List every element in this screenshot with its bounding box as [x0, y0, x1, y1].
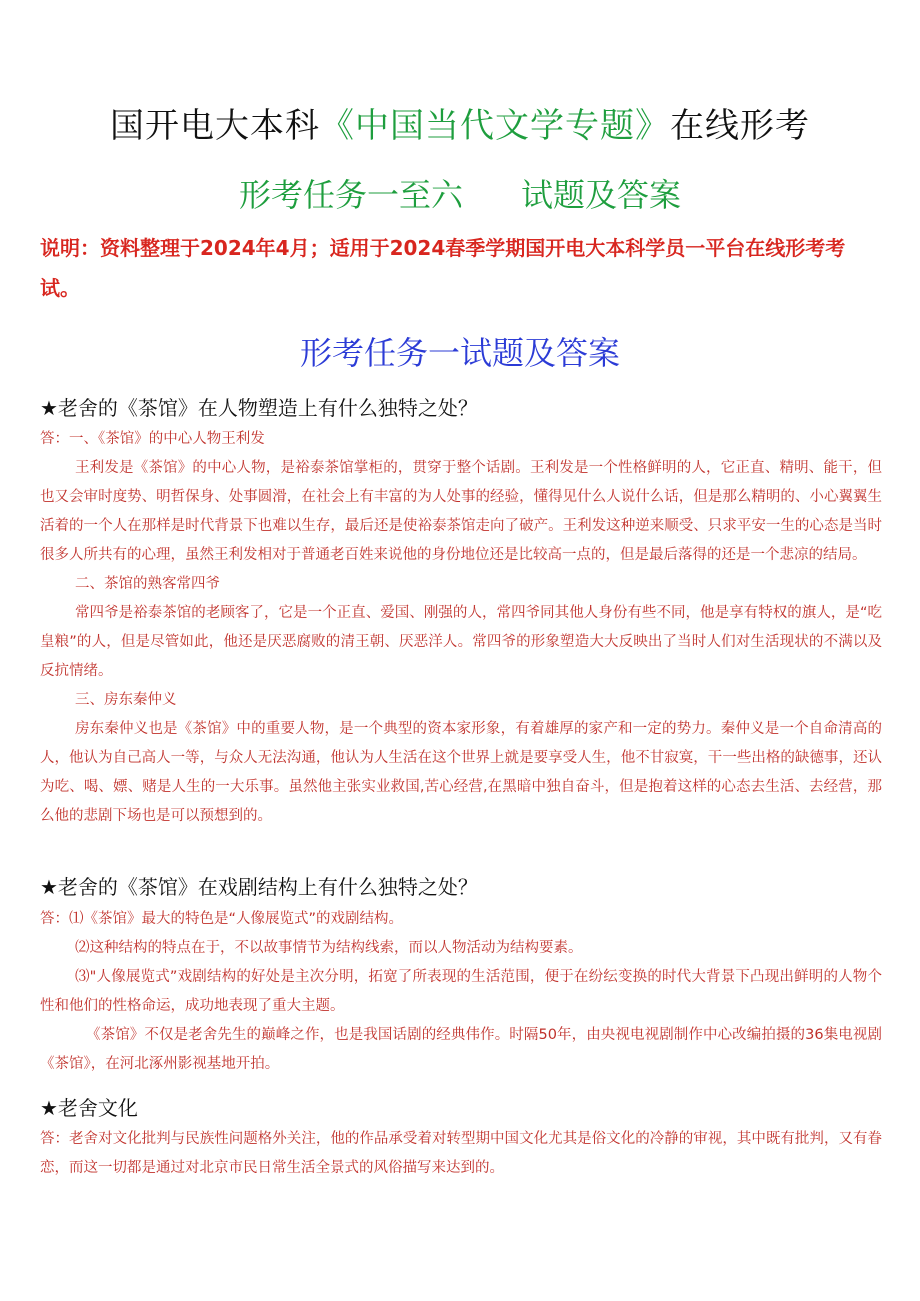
answer-3	[40, 1125, 882, 1183]
answer-2-line-4: 《茶馆》不仅是老舍先生的巅峰之作，也是我国话剧的经典伟作。时隔50年，由央视电视剧制作中心改编拍摄的36集电视剧《茶馆》，在河北涿州影视基地开拍。	[40, 1027, 882, 1072]
title-suffix: 在线形考	[670, 106, 810, 146]
title-course-name: 《中国当代文学专题》	[320, 106, 670, 146]
answer-1-paragraph: 王利发是《茶馆》的中心人物，是裕泰茶馆掌柜的，贯穿于整个话剧。王利发是一个性格鲜明的人，它正直、精明、能干，但也又会审时度势、明哲保身、处事圆滑，在社会上有丰富的为人处事的经验，懂得见什么人说什么话，但是那么精明的、小心翼翼生活着的一个人在那样是时代背景下也难以生存，最后还是使裕泰茶馆走向了破产。王利发这种逆来顺受、只求平安一生的心态是当时很多人所共有的心理，虽然王利发相对于普通老百姓来说他的身份地位还是比较高一点的，但是最后落得的还是一个悲凉的结局。	[40, 460, 882, 563]
answer-1	[40, 425, 882, 831]
subtitle-left: 形考任务一至六	[238, 176, 463, 214]
answer-1-paragraph-3: 房东秦仲义也是《茶馆》中的重要人物，是一个典型的资本家形象，有着雄厚的家产和一定的势力。秦仲义是一个自命清高的人，他认为自己高人一等，与众人无法沟通，他认为人生活在这个世界上就是要享受人生，他不甘寂寞，干一些出格的缺德事，还认为吃、喝、嫖、赌是人生的一大乐事。虽然他主张实业救国,苦心经营,在黑暗中独自奋斗，但是抱着这样的心态去生活、去经营，那么他的悲剧下场也是可以预想到的。	[40, 721, 882, 824]
question-3: ★老舍文化	[40, 1096, 138, 1120]
answer-3-paragraph: 答：老舍对文化批判与民族性问题格外关注，他的作品承受着对转型期中国文化尤其是俗文化的冷静的审视，其中既有批判，又有眷恋，而这一切都是通过对北京市民日常生活全景式的风俗描写来达到的。	[40, 1131, 882, 1176]
answer-1-heading-2: 二、茶馆的熟客常四爷	[75, 576, 220, 592]
answer-1-heading-3: 三、房东秦仲义	[75, 692, 177, 708]
subtitle	[0, 170, 920, 216]
question-1: ★老舍的《茶馆》在人物塑造上有什么独特之处？	[40, 396, 478, 420]
title-prefix: 国开电大本科	[110, 106, 320, 146]
description-note: 说明：资料整理于2024年4月；适用于2024春季学期国开电大本科学员一平台在线形考考试。	[40, 236, 846, 300]
answer-1-heading: 答：一、《茶馆》的中心人物王利发	[40, 431, 265, 447]
answer-1-paragraph-2: 常四爷是裕泰茶馆的老顾客了，它是一个正直、爱国、刚强的人，常四爷同其他人身份有些不同，他是享有特权的旗人，是“吃皇粮”的人，但是尽管如此，他还是厌恶腐败的清王朝、厌恶洋人。常四爷的形象塑造大大反映出了当时人们对生活现状的不满以及反抗情绪。	[40, 605, 882, 679]
question-2: ★老舍的《茶馆》在戏剧结构上有什么独特之处？	[40, 875, 478, 899]
subtitle-right: 试题及答案	[521, 176, 682, 214]
answer-2	[40, 905, 882, 1079]
answer-2-line-2: ⑵这种结构的特点在于，不以故事情节为结构线索，而以人物活动为结构要素。	[75, 940, 583, 956]
answer-2-line-3: ⑶"人像展览式”戏剧结构的好处是主次分明，拓宽了所表现的生活范围，便于在纷纭变换的时代大背景下凸现出鲜明的人物个性和他们的性格命运，成功地表现了重大主题。	[40, 969, 882, 1014]
answer-2-line-1: 答：⑴《茶馆》最大的特色是“人像展览式”的戏剧结构。	[40, 911, 404, 927]
main-title	[0, 98, 920, 147]
section-title: 形考任务一试题及答案	[299, 334, 620, 372]
